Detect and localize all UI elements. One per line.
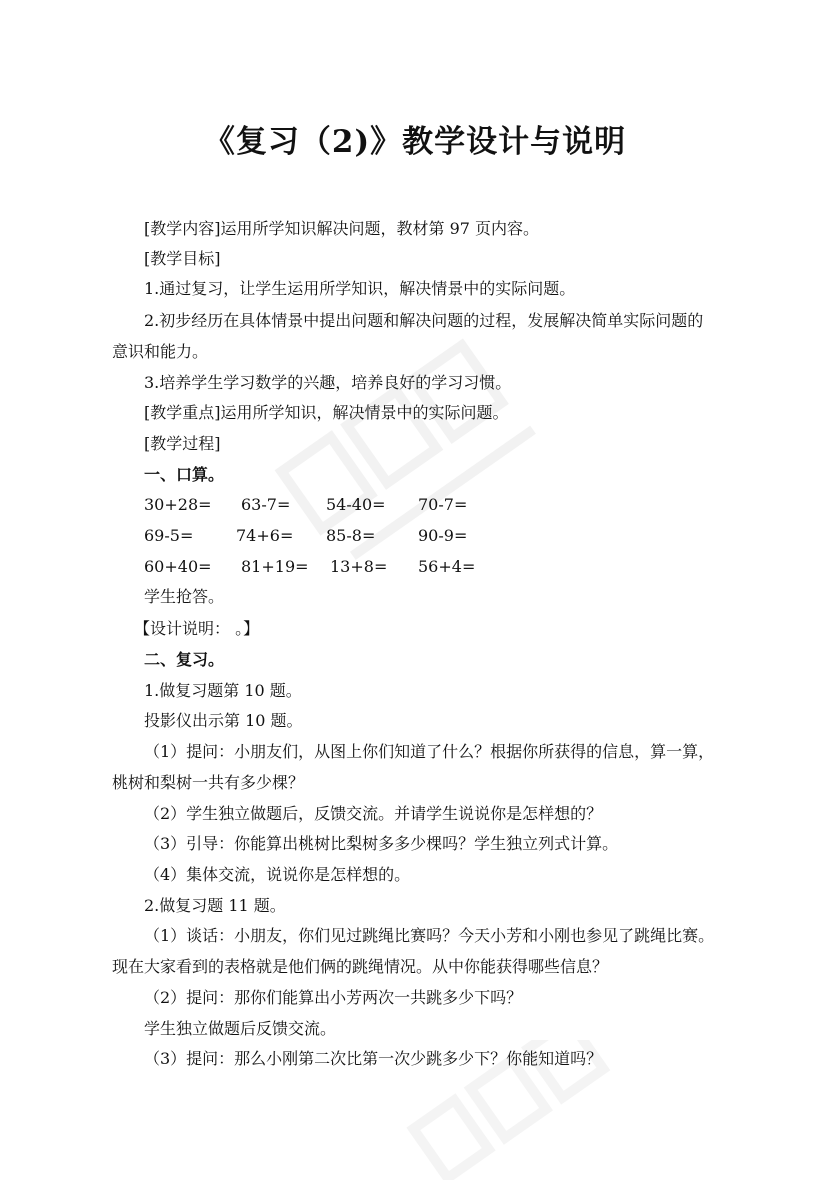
math-problem: 85-8= (326, 526, 376, 545)
math-problem: 63-7= (241, 495, 291, 514)
projector-line: 投影仪出示第 10 题。 (144, 711, 303, 730)
goal-2-continued: 意识和能力。 (112, 342, 209, 361)
document-title: 《复习（2)》教学设计与说明 (203, 124, 627, 160)
math-problem: 74+6= (236, 526, 294, 545)
talk-1: （1）谈话：小朋友，你们见过跳绳比赛吗？今天小芳和小刚也参见了跳绳比赛。 (144, 926, 715, 945)
goal-3: 3.培养学生学习数学的兴趣，培养良好的学习习惯。 (144, 373, 512, 392)
design-note: 【设计说明： 。】 (134, 619, 260, 638)
math-problem: 13+8= (330, 557, 388, 576)
math-problem: 90-9= (418, 526, 468, 545)
math-problem: 56+4= (418, 557, 476, 576)
question-2: （2）学生独立做题后，反馈交流。并请学生说说你是怎样想的？ (144, 804, 603, 823)
math-problem: 60+40= (144, 557, 212, 576)
math-problem: 54-40= (326, 495, 386, 514)
question-1-continued: 桃树和梨树一共有多少棵？ (112, 773, 305, 792)
teaching-content: [教学内容]运用所学知识解决问题，教材第 97 页内容。 (144, 219, 540, 238)
section-one-heading: 一、口算。 (144, 465, 225, 484)
review-item-2: 2.做复习题 11 题。 (144, 896, 286, 915)
student-feedback-line: 学生独立做题后反馈交流。 (144, 1019, 337, 1038)
student-answer-line: 学生抢答。 (144, 587, 225, 606)
teaching-focus: [教学重点]运用所学知识，解决情景中的实际问题。 (144, 403, 509, 422)
question-3: （3）引导：你能算出桃树比梨树多多少棵吗？学生独立列式计算。 (144, 834, 619, 853)
goal-1: 1.通过复习，让学生运用所学知识，解决情景中的实际问题。 (144, 279, 576, 298)
talk-3: （3）提问：那么小刚第二次比第一次少跳多少下？你能知道吗？ (144, 1049, 603, 1068)
goal-2: 2.初步经历在具体情景中提出问题和解决问题的过程，发展解决简单实际问题的 (144, 311, 704, 330)
math-problem: 81+19= (241, 557, 309, 576)
teaching-process-heading: [教学过程] (144, 434, 221, 453)
teaching-goals-heading: [教学目标] (144, 249, 221, 268)
review-item-1: 1.做复习题第 10 题。 (144, 681, 302, 700)
question-4: （4）集体交流，说说你是怎样想的。 (144, 865, 411, 884)
talk-2: （2）提问：那你们能算出小芳两次一共跳多少下吗？ (144, 988, 523, 1007)
watermark-icon (260, 330, 580, 590)
question-1: （1）提问：小朋友们，从图上你们知道了什么？根据你所获得的信息，算一算， (144, 742, 715, 761)
talk-1-continued: 现在大家看到的表格就是他们俩的跳绳情况。从中你能获得哪些信息？ (112, 957, 609, 976)
section-two-heading: 二、复习。 (144, 650, 225, 669)
math-problem: 70-7= (418, 495, 468, 514)
math-problem: 69-5= (144, 526, 194, 545)
math-problem: 30+28= (144, 495, 212, 514)
